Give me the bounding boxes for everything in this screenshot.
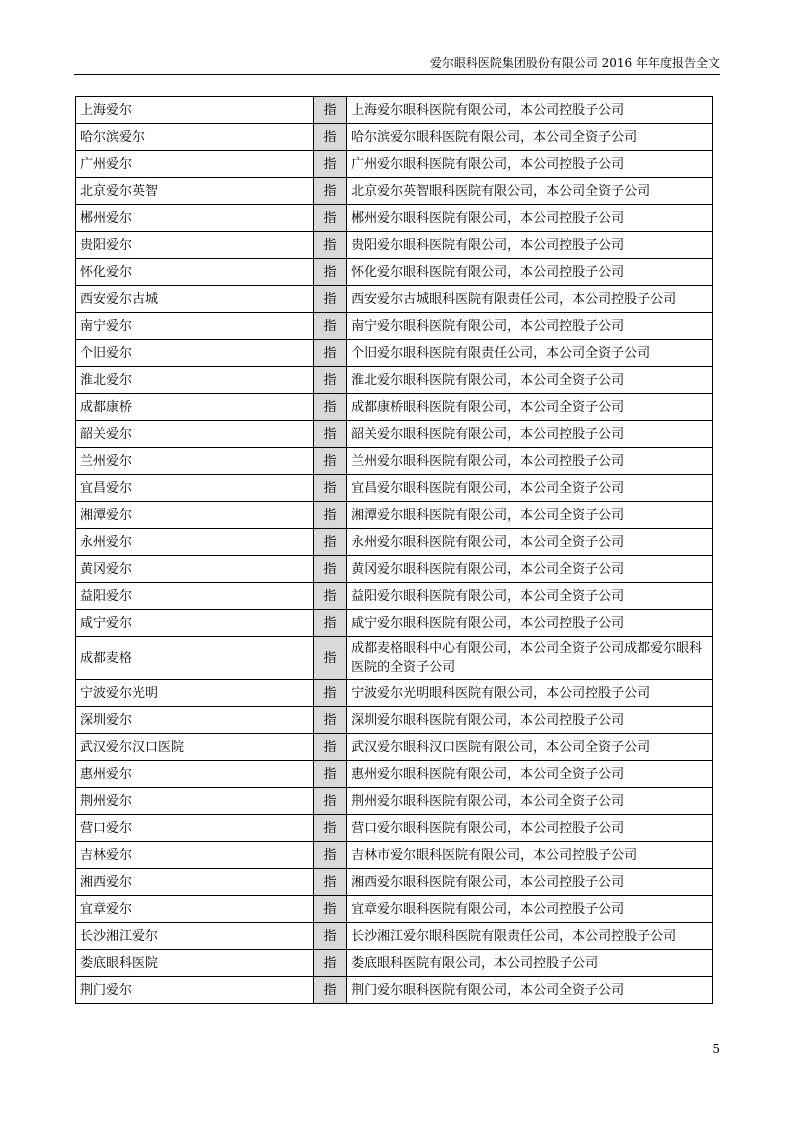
definition-term: 宁波爱尔光明 bbox=[76, 680, 314, 707]
definition-mark: 指 bbox=[313, 556, 346, 583]
definition-term: 宜章爱尔 bbox=[76, 896, 314, 923]
definition-term: 韶关爱尔 bbox=[76, 421, 314, 448]
table-row bbox=[76, 502, 713, 529]
definition-mark: 指 bbox=[313, 340, 346, 367]
definition-mark: 指 bbox=[313, 529, 346, 556]
definition-term: 营口爱尔 bbox=[76, 815, 314, 842]
definition-description: 哈尔滨爱尔眼科医院有限公司，本公司全资子公司 bbox=[347, 124, 713, 151]
definition-mark: 指 bbox=[313, 583, 346, 610]
definition-mark: 指 bbox=[313, 842, 346, 869]
definition-term: 吉林爱尔 bbox=[76, 842, 314, 869]
definition-term: 兰州爱尔 bbox=[76, 448, 314, 475]
definition-term: 广州爱尔 bbox=[76, 151, 314, 178]
table-row bbox=[76, 232, 713, 259]
table-row bbox=[76, 583, 713, 610]
definition-description: 娄底眼科医院有限公司，本公司控股子公司 bbox=[347, 950, 713, 977]
definition-term: 湘潭爱尔 bbox=[76, 502, 314, 529]
table-row bbox=[76, 637, 713, 680]
definition-mark: 指 bbox=[313, 815, 346, 842]
definition-description: 武汉爱尔眼科汉口医院有限公司，本公司全资子公司 bbox=[347, 734, 713, 761]
definition-mark: 指 bbox=[313, 734, 346, 761]
definition-term: 成都康桥 bbox=[76, 394, 314, 421]
definition-term: 个旧爱尔 bbox=[76, 340, 314, 367]
table-row bbox=[76, 367, 713, 394]
definition-description: 个旧爱尔眼科医院有限责任公司，本公司全资子公司 bbox=[347, 340, 713, 367]
definition-mark: 指 bbox=[313, 394, 346, 421]
definition-description: 南宁爱尔眼科医院有限公司，本公司控股子公司 bbox=[347, 313, 713, 340]
table-row bbox=[76, 178, 713, 205]
definition-mark: 指 bbox=[313, 97, 346, 124]
table-row bbox=[76, 448, 713, 475]
page-header: 爱尔眼科医院集团股份有限公司 2016 年年度报告全文 bbox=[429, 56, 720, 70]
table-row bbox=[76, 124, 713, 151]
definition-description: 荆州爱尔眼科医院有限公司，本公司全资子公司 bbox=[347, 788, 713, 815]
definition-mark: 指 bbox=[313, 788, 346, 815]
definition-description: 兰州爱尔眼科医院有限公司，本公司控股子公司 bbox=[347, 448, 713, 475]
table-row bbox=[76, 421, 713, 448]
table-row bbox=[76, 707, 713, 734]
definition-mark: 指 bbox=[313, 124, 346, 151]
definition-description: 宁波爱尔光明眼科医院有限公司，本公司控股子公司 bbox=[347, 680, 713, 707]
definition-description: 广州爱尔眼科医院有限公司，本公司控股子公司 bbox=[347, 151, 713, 178]
definition-term: 贵阳爱尔 bbox=[76, 232, 314, 259]
definition-description: 咸宁爱尔眼科医院有限公司，本公司控股子公司 bbox=[347, 610, 713, 637]
definition-description: 长沙湘江爱尔眼科医院有限责任公司，本公司控股子公司 bbox=[347, 923, 713, 950]
definition-mark: 指 bbox=[313, 367, 346, 394]
table-row bbox=[76, 734, 713, 761]
definition-description: 上海爱尔眼科医院有限公司，本公司控股子公司 bbox=[347, 97, 713, 124]
definition-description: 深圳爱尔眼科医院有限公司，本公司控股子公司 bbox=[347, 707, 713, 734]
table-row bbox=[76, 313, 713, 340]
definition-mark: 指 bbox=[313, 761, 346, 788]
definition-description: 吉林市爱尔眼科医院有限公司，本公司控股子公司 bbox=[347, 842, 713, 869]
definition-term: 南宁爱尔 bbox=[76, 313, 314, 340]
definition-term: 湘西爱尔 bbox=[76, 869, 314, 896]
table-row bbox=[76, 923, 713, 950]
definition-mark: 指 bbox=[313, 923, 346, 950]
definition-term: 深圳爱尔 bbox=[76, 707, 314, 734]
table-row bbox=[76, 340, 713, 367]
definition-description: 湘潭爱尔眼科医院有限公司，本公司全资子公司 bbox=[347, 502, 713, 529]
table-row bbox=[76, 842, 713, 869]
definition-mark: 指 bbox=[313, 205, 346, 232]
definition-mark: 指 bbox=[313, 448, 346, 475]
table-row bbox=[76, 259, 713, 286]
definition-mark: 指 bbox=[313, 502, 346, 529]
table-row bbox=[76, 610, 713, 637]
definition-term: 荆门爱尔 bbox=[76, 977, 314, 1004]
definition-mark: 指 bbox=[313, 232, 346, 259]
definition-mark: 指 bbox=[313, 475, 346, 502]
definition-term: 黄冈爱尔 bbox=[76, 556, 314, 583]
definitions-table-body bbox=[76, 97, 713, 1004]
definition-mark: 指 bbox=[313, 286, 346, 313]
definition-description: 营口爱尔眼科医院有限公司，本公司控股子公司 bbox=[347, 815, 713, 842]
definition-description: 贵阳爱尔眼科医院有限公司，本公司控股子公司 bbox=[347, 232, 713, 259]
table-row bbox=[76, 869, 713, 896]
definition-description: 韶关爱尔眼科医院有限公司，本公司控股子公司 bbox=[347, 421, 713, 448]
table-row bbox=[76, 394, 713, 421]
definition-description: 北京爱尔英智眼科医院有限公司，本公司全资子公司 bbox=[347, 178, 713, 205]
definition-term: 惠州爱尔 bbox=[76, 761, 314, 788]
definition-description: 西安爱尔古城眼科医院有限责任公司，本公司控股子公司 bbox=[347, 286, 713, 313]
table-row bbox=[76, 761, 713, 788]
definition-mark: 指 bbox=[313, 313, 346, 340]
definition-description: 宜昌爱尔眼科医院有限公司，本公司全资子公司 bbox=[347, 475, 713, 502]
definition-description: 宜章爱尔眼科医院有限公司，本公司控股子公司 bbox=[347, 896, 713, 923]
definition-description: 湘西爱尔眼科医院有限公司，本公司控股子公司 bbox=[347, 869, 713, 896]
definition-term: 宜昌爱尔 bbox=[76, 475, 314, 502]
definition-mark: 指 bbox=[313, 151, 346, 178]
definition-term: 淮北爱尔 bbox=[76, 367, 314, 394]
definition-term: 上海爱尔 bbox=[76, 97, 314, 124]
table-row bbox=[76, 977, 713, 1004]
definition-mark: 指 bbox=[313, 869, 346, 896]
definition-description: 淮北爱尔眼科医院有限公司，本公司全资子公司 bbox=[347, 367, 713, 394]
definition-mark: 指 bbox=[313, 977, 346, 1004]
definition-term: 永州爱尔 bbox=[76, 529, 314, 556]
definition-term: 北京爱尔英智 bbox=[76, 178, 314, 205]
definitions-table bbox=[75, 96, 713, 1004]
header-rule bbox=[74, 74, 720, 75]
table-row bbox=[76, 97, 713, 124]
table-row bbox=[76, 151, 713, 178]
definition-term: 咸宁爱尔 bbox=[76, 610, 314, 637]
table-row bbox=[76, 205, 713, 232]
definition-description: 怀化爱尔眼科医院有限公司，本公司控股子公司 bbox=[347, 259, 713, 286]
table-row bbox=[76, 788, 713, 815]
definition-mark: 指 bbox=[313, 178, 346, 205]
definition-mark: 指 bbox=[313, 421, 346, 448]
definition-description: 荆门爱尔眼科医院有限公司，本公司全资子公司 bbox=[347, 977, 713, 1004]
definition-mark: 指 bbox=[313, 610, 346, 637]
definition-term: 娄底眼科医院 bbox=[76, 950, 314, 977]
table-row bbox=[76, 556, 713, 583]
definition-description: 永州爱尔眼科医院有限公司，本公司全资子公司 bbox=[347, 529, 713, 556]
definition-mark: 指 bbox=[313, 680, 346, 707]
definition-description: 成都麦格眼科中心有限公司，本公司全资子公司成都爱尔眼科医院的全资子公司 bbox=[347, 637, 713, 680]
table-row bbox=[76, 896, 713, 923]
table-row bbox=[76, 680, 713, 707]
definition-mark: 指 bbox=[313, 707, 346, 734]
definition-term: 益阳爱尔 bbox=[76, 583, 314, 610]
definition-mark: 指 bbox=[313, 259, 346, 286]
definition-term: 哈尔滨爱尔 bbox=[76, 124, 314, 151]
definition-mark: 指 bbox=[313, 896, 346, 923]
definition-mark: 指 bbox=[313, 950, 346, 977]
definition-term: 荆州爱尔 bbox=[76, 788, 314, 815]
table-row bbox=[76, 950, 713, 977]
definition-term: 西安爱尔古城 bbox=[76, 286, 314, 313]
table-row bbox=[76, 286, 713, 313]
definition-term: 郴州爱尔 bbox=[76, 205, 314, 232]
definition-description: 益阳爱尔眼科医院有限公司，本公司全资子公司 bbox=[347, 583, 713, 610]
page-number: 5 bbox=[712, 1042, 720, 1056]
table-row bbox=[76, 815, 713, 842]
definition-term: 武汉爱尔汉口医院 bbox=[76, 734, 314, 761]
definition-description: 黄冈爱尔眼科医院有限公司，本公司全资子公司 bbox=[347, 556, 713, 583]
table-row bbox=[76, 529, 713, 556]
definition-term: 成都麦格 bbox=[76, 637, 314, 680]
table-row bbox=[76, 475, 713, 502]
definition-description: 惠州爱尔眼科医院有限公司，本公司全资子公司 bbox=[347, 761, 713, 788]
definition-mark: 指 bbox=[313, 637, 346, 680]
definition-description: 成都康桥眼科医院有限公司，本公司全资子公司 bbox=[347, 394, 713, 421]
definition-term: 长沙湘江爱尔 bbox=[76, 923, 314, 950]
definition-term: 怀化爱尔 bbox=[76, 259, 314, 286]
definition-description: 郴州爱尔眼科医院有限公司，本公司控股子公司 bbox=[347, 205, 713, 232]
